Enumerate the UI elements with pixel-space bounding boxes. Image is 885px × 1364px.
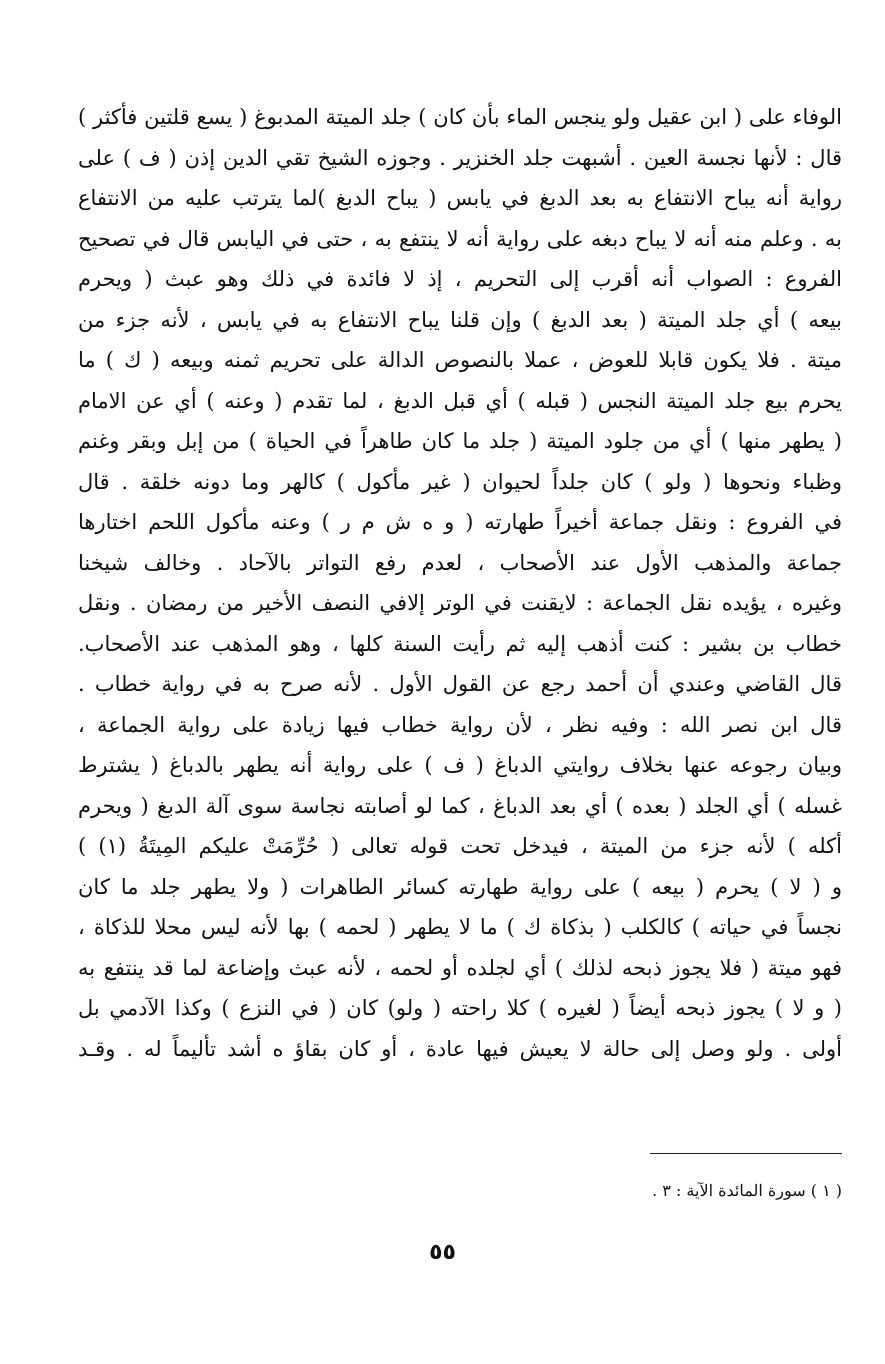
text-line: أولى . ولو وصل إلى حالة لا يعيش فيها عادة ، أو كان بقاؤ ه أشد تأليماً له . وقـد xyxy=(78,1036,842,1061)
text-line: الوفاء على ( ابن عقيل ولو ينجس الماء بأن كان ) جلد الميتة المدبوغ ( يسع قلتين فأكثر ) xyxy=(78,105,842,129)
text-line: ميتة . فلا يكون قابلا للعوض ، عملا بالنصوص الدالة على تحريم ثمنه وبيعه ( ك ) ما xyxy=(78,348,842,372)
text-line: في الفروع : ونقل جماعة أخيراً طهارته ( و ه ش م ر ) وعنه مأكول اللحم اختارها xyxy=(78,510,842,534)
text-line: ( و لا ) يجوز ذبحه أيضاً ( لغيره ) كلا راحته ( ولو) كان ( في النزع ) وكذا الآدمي بل xyxy=(78,996,842,1020)
text-line: نجساً في حياته ) كالكلب ( بذكاة ك ) ما لا يطهر ( لحمه ) بها لأنه ليس محلا للذكاة ، xyxy=(78,915,842,939)
text-line: وظباء ونحوها ( ولو ) كان جلداً لحيوان ( غير مأكول ) كالهر وما دونه خلقة . قال xyxy=(78,469,842,494)
text-line: غسله ) أي الجلد ( بعده ) أي بعد الدباغ ، كما لو أصابته نجاسة سوى آلة الدبغ ( ويحرم xyxy=(78,793,842,818)
text-line: قال : لأنها نجسة العين . أشبهت جلد الخنزير . وجوزه الشيخ تقي الدين إذن ( ف ) على xyxy=(78,145,842,170)
text-line: رواية أنه يباح الانتفاع به بعد الدبغ في يابس ( يباح الدبغ )لما يترتب عليه من الانتفاع xyxy=(78,186,842,210)
text-line: ( يطهر منها ) أي من جلود الميتة ( جلد ما كان طاهراً في الحياة ) من إبل وبقر وغنم xyxy=(78,429,842,453)
text-line: به . وعلم منه أنه لا يباح دبغه على رواية أنه لا ينتفع به ، حتى في اليابس قال في تصحيح xyxy=(78,226,842,251)
page-number: ٥٥ xyxy=(429,1240,456,1265)
main-text xyxy=(78,97,842,1069)
footnote: ( ١ ) سورة المائدة الآية : ٣ . xyxy=(652,1181,842,1200)
footnote-separator xyxy=(650,1153,842,1154)
text-line: فهو ميتة ( فلا يجوز ذبحه لذلك ) أي لجلده أو لحمه ، لأنه عبث وإضاعة لما قد ينتفع به xyxy=(78,955,842,980)
text-line: وغيره ، يؤيده نقل الجماعة : لايقنت في الوتر إلافي النصف الأخير من رمضان . ونقل xyxy=(78,591,842,615)
text-line: قال ابن نصر الله : وفيه نظر ، لأن رواية خطاب فيها زيادة على رواية الجماعة ، xyxy=(78,712,842,737)
text-line: يحرم بيع جلد الميتة النجس ( قبله ) أي قبل الدبغ ، لما تقدم ( وعنه ) أي عن الامام xyxy=(78,388,842,413)
text-line: بيعه ) أي جلد الميتة ( بعد الدبغ ) وإن قلنا يباح الانتفاع به في يابس ، لأنه جزء من xyxy=(78,307,842,332)
text-line: أكله ) لأنه جزء من الميتة ، فيدخل تحت قوله تعالى ( حُرِّمَتْ عليكم المِيتَةُ (١) ) xyxy=(78,834,842,858)
text-line: الفروع : الصواب أنه أقرب إلى التحريم ، إذ لا فائدة في ذلك وهو عبث ( ويحرم xyxy=(78,267,842,291)
text-line: و ( لا ) يحرم ( بيعه ) على رواية طهارته كسائر الطاهرات ( ولا يطهر جلد ما كان xyxy=(78,874,842,899)
text-line: خطاب بن بشير : كنت أذهب إليه ثم رأيت السنة كلها ، وهو المذهب عند الأصحاب. xyxy=(78,631,842,656)
text-line: وبيان رجوعه عنها بخلاف روايتي الدباغ ( ف ) على رواية أنه يطهر بالدباغ ( يشترط xyxy=(78,753,842,777)
text-line: جماعة والمذهب الأول عند الأصحاب ، لعدم رفع التواتر بالآحاد . وخالف شيخنا xyxy=(78,550,842,575)
text-line: قال القاضي وعندي أن أحمد رجع عن القول الأول . لأنه صرح به في رواية خطاب . xyxy=(78,672,842,696)
